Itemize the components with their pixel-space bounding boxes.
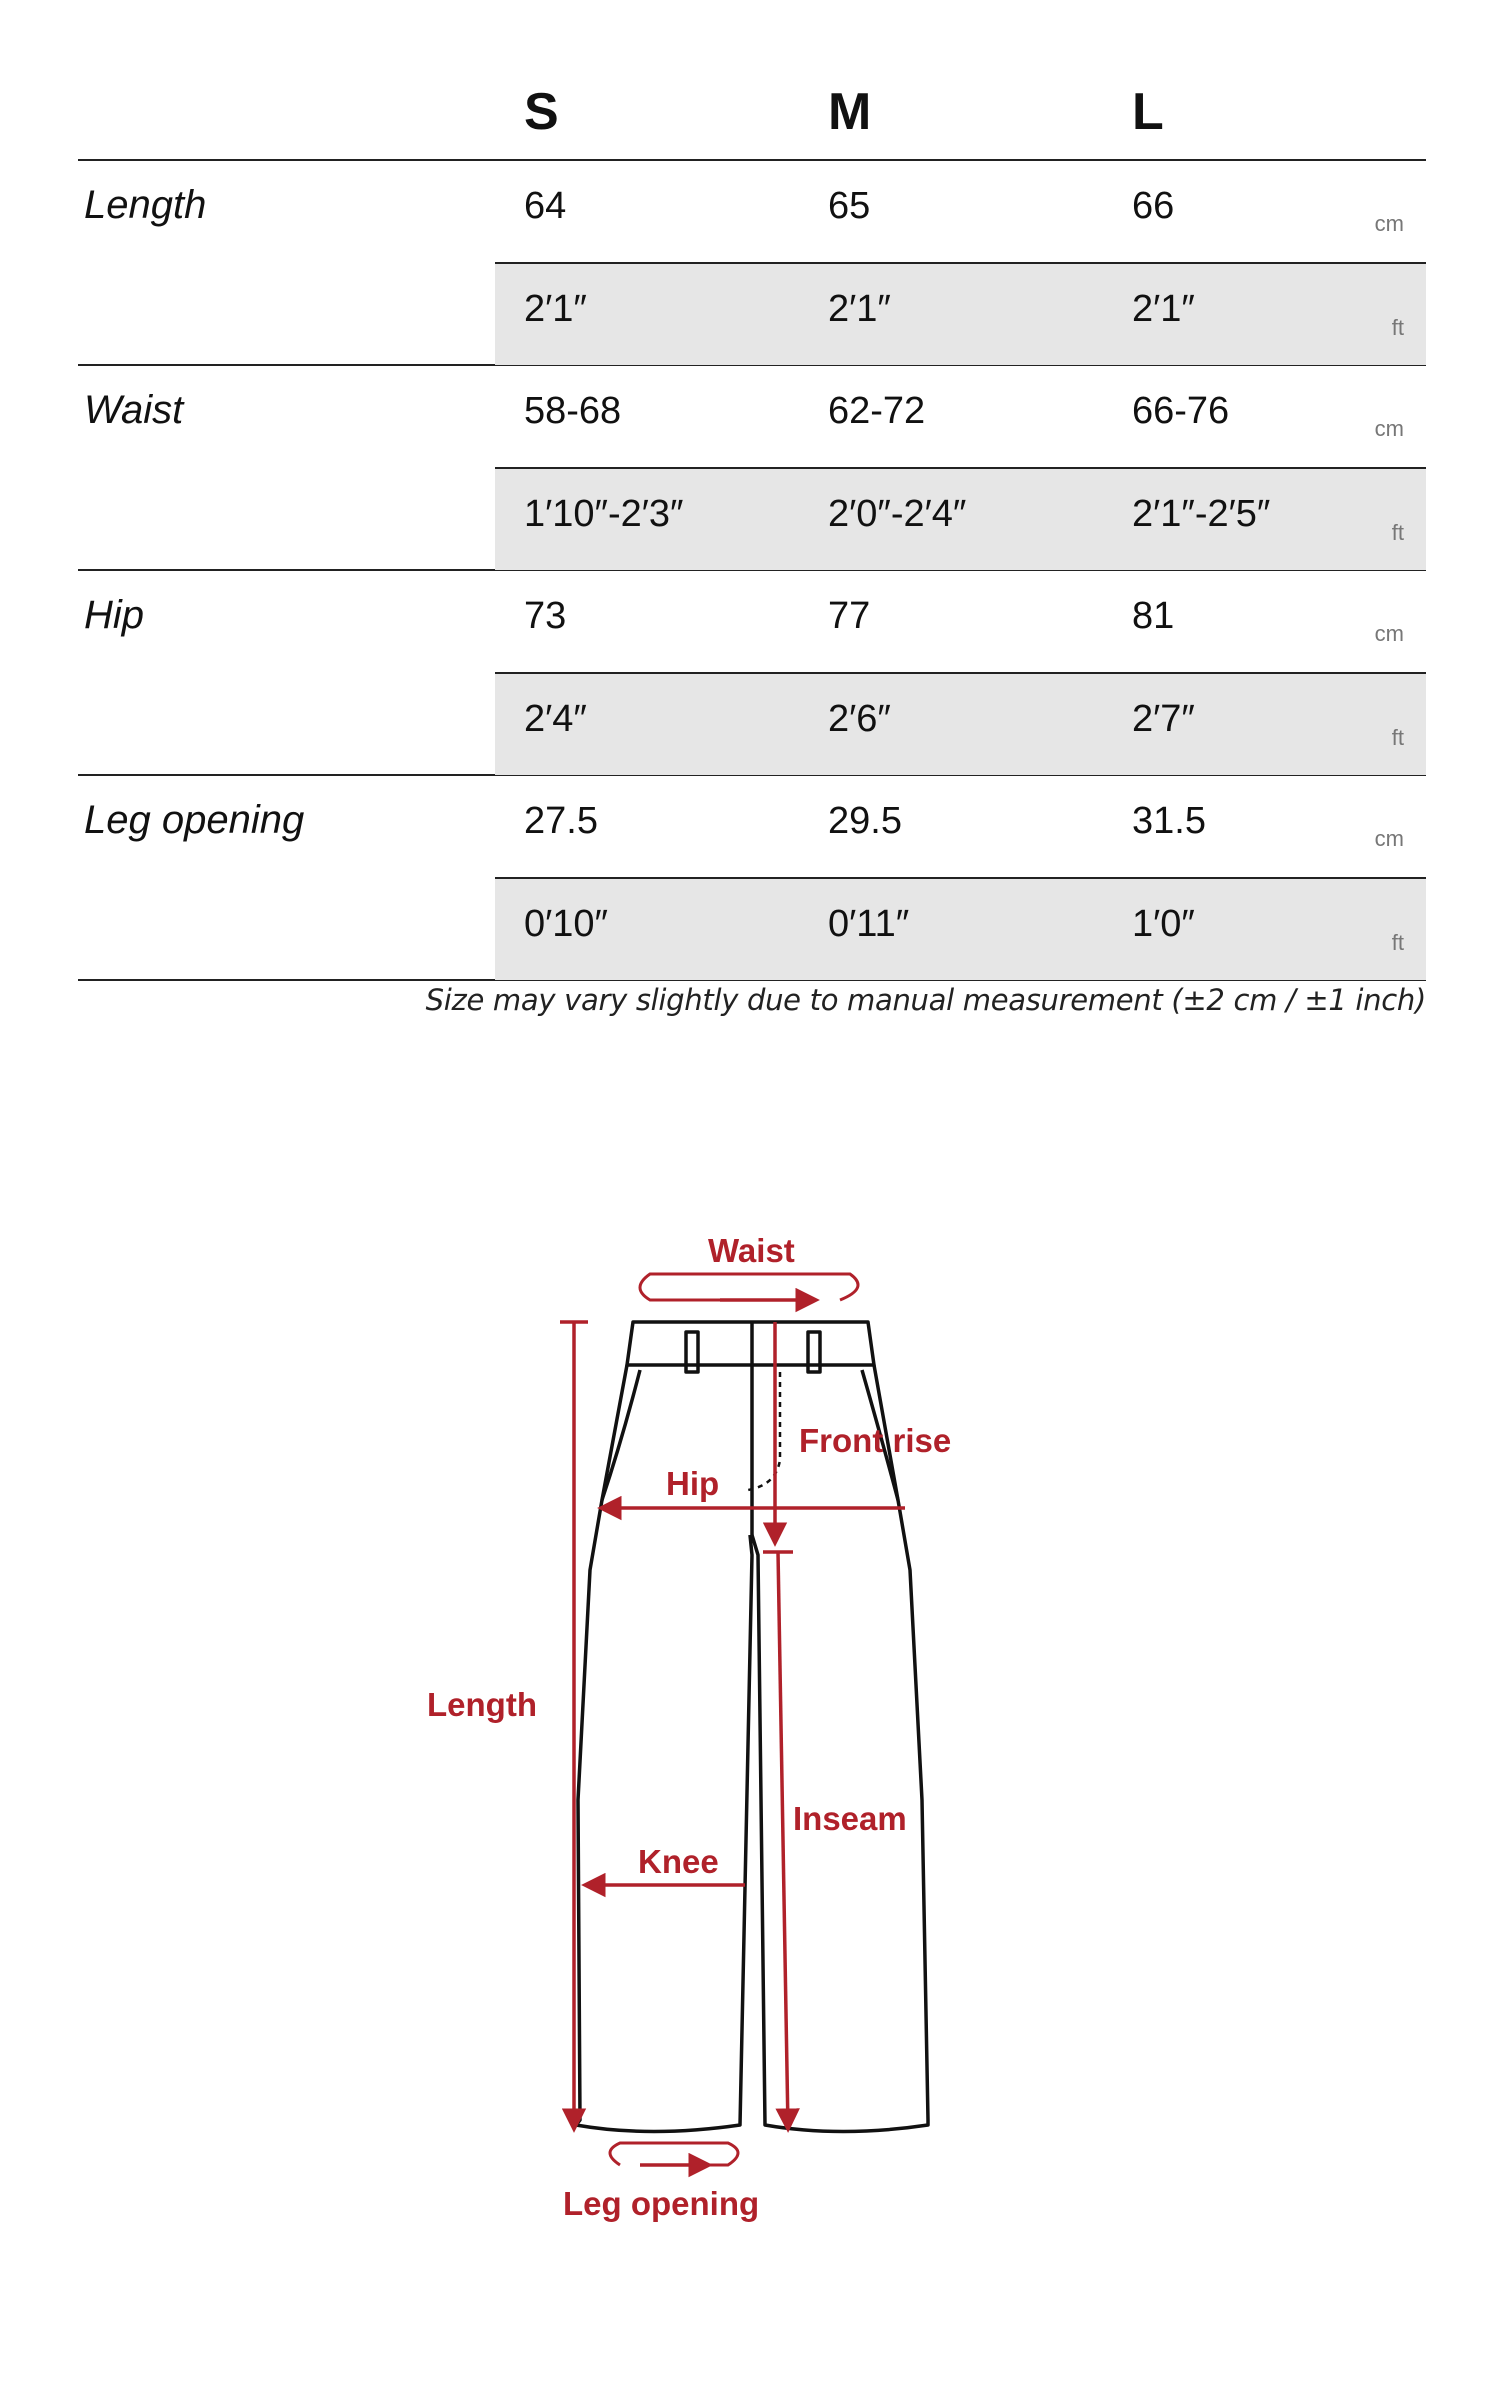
value-cell: 1′0″	[1132, 903, 1195, 945]
value-cell: 2′6″	[828, 698, 891, 740]
value-cell: 31.5	[1132, 800, 1206, 842]
value-cell: 2′1″	[1132, 288, 1195, 330]
value-cell: 2′1″-2′5″	[1132, 493, 1271, 535]
size-header-s: S	[524, 83, 559, 141]
unit-label-cm: cm	[1374, 211, 1404, 236]
value-cell: 58-68	[524, 390, 622, 432]
value-cell: 73	[524, 595, 567, 637]
unit-label-ft: ft	[1391, 930, 1404, 955]
unit-label-cm: cm	[1374, 416, 1404, 441]
value-cell: 2′7″	[1132, 698, 1195, 740]
size-header-l: L	[1132, 83, 1164, 141]
unit-label-cm: cm	[1374, 621, 1404, 646]
right-leg	[752, 1365, 928, 2132]
label-inseam: Inseam	[793, 1800, 907, 1837]
value-cell: 1′10″-2′3″	[524, 493, 684, 535]
label-leg-opening: Leg opening	[563, 2185, 760, 2222]
inseam-arrow	[778, 1552, 788, 2128]
label-front-rise: Front rise	[799, 1422, 952, 1459]
unit-label-ft: ft	[1391, 725, 1404, 750]
value-cell: 0′11″	[828, 903, 910, 945]
measurement-label: Hip	[84, 593, 145, 637]
value-cell: 66-76	[1132, 390, 1230, 432]
label-knee: Knee	[638, 1843, 719, 1880]
unit-label-ft: ft	[1391, 315, 1404, 340]
leg-opening-loop	[610, 2143, 738, 2165]
label-hip: Hip	[666, 1465, 720, 1502]
unit-label-cm: cm	[1374, 826, 1404, 851]
value-cell: 65	[828, 185, 871, 227]
left-leg	[576, 1365, 752, 2132]
measurement-guides	[560, 1274, 905, 2165]
label-length: Length	[427, 1686, 537, 1723]
value-cell: 81	[1132, 595, 1175, 637]
unit-label-ft: ft	[1391, 520, 1404, 545]
size-header-m: M	[828, 83, 872, 141]
value-cell: 77	[828, 595, 871, 637]
waist-loop	[640, 1274, 858, 1300]
value-cell: 29.5	[828, 800, 902, 842]
value-cell: 2′0″-2′4″	[828, 493, 967, 535]
value-cell: 62-72	[828, 390, 926, 432]
measurement-label: Leg opening	[84, 798, 305, 842]
value-cell: 2′4″	[524, 698, 587, 740]
value-cell: 0′10″	[524, 903, 608, 945]
measurement-note: Size may vary slightly due to manual measurement (±2 cm / ±1 inch)	[425, 983, 1426, 1017]
value-cell: 2′1″	[828, 288, 891, 330]
value-cell: 64	[524, 185, 567, 227]
value-cell: 66	[1132, 185, 1175, 227]
value-cell: 27.5	[524, 800, 598, 842]
measurement-label: Length	[84, 183, 207, 227]
value-cell: 2′1″	[524, 288, 587, 330]
measurement-label: Waist	[84, 388, 184, 432]
label-waist: Waist	[708, 1232, 795, 1269]
